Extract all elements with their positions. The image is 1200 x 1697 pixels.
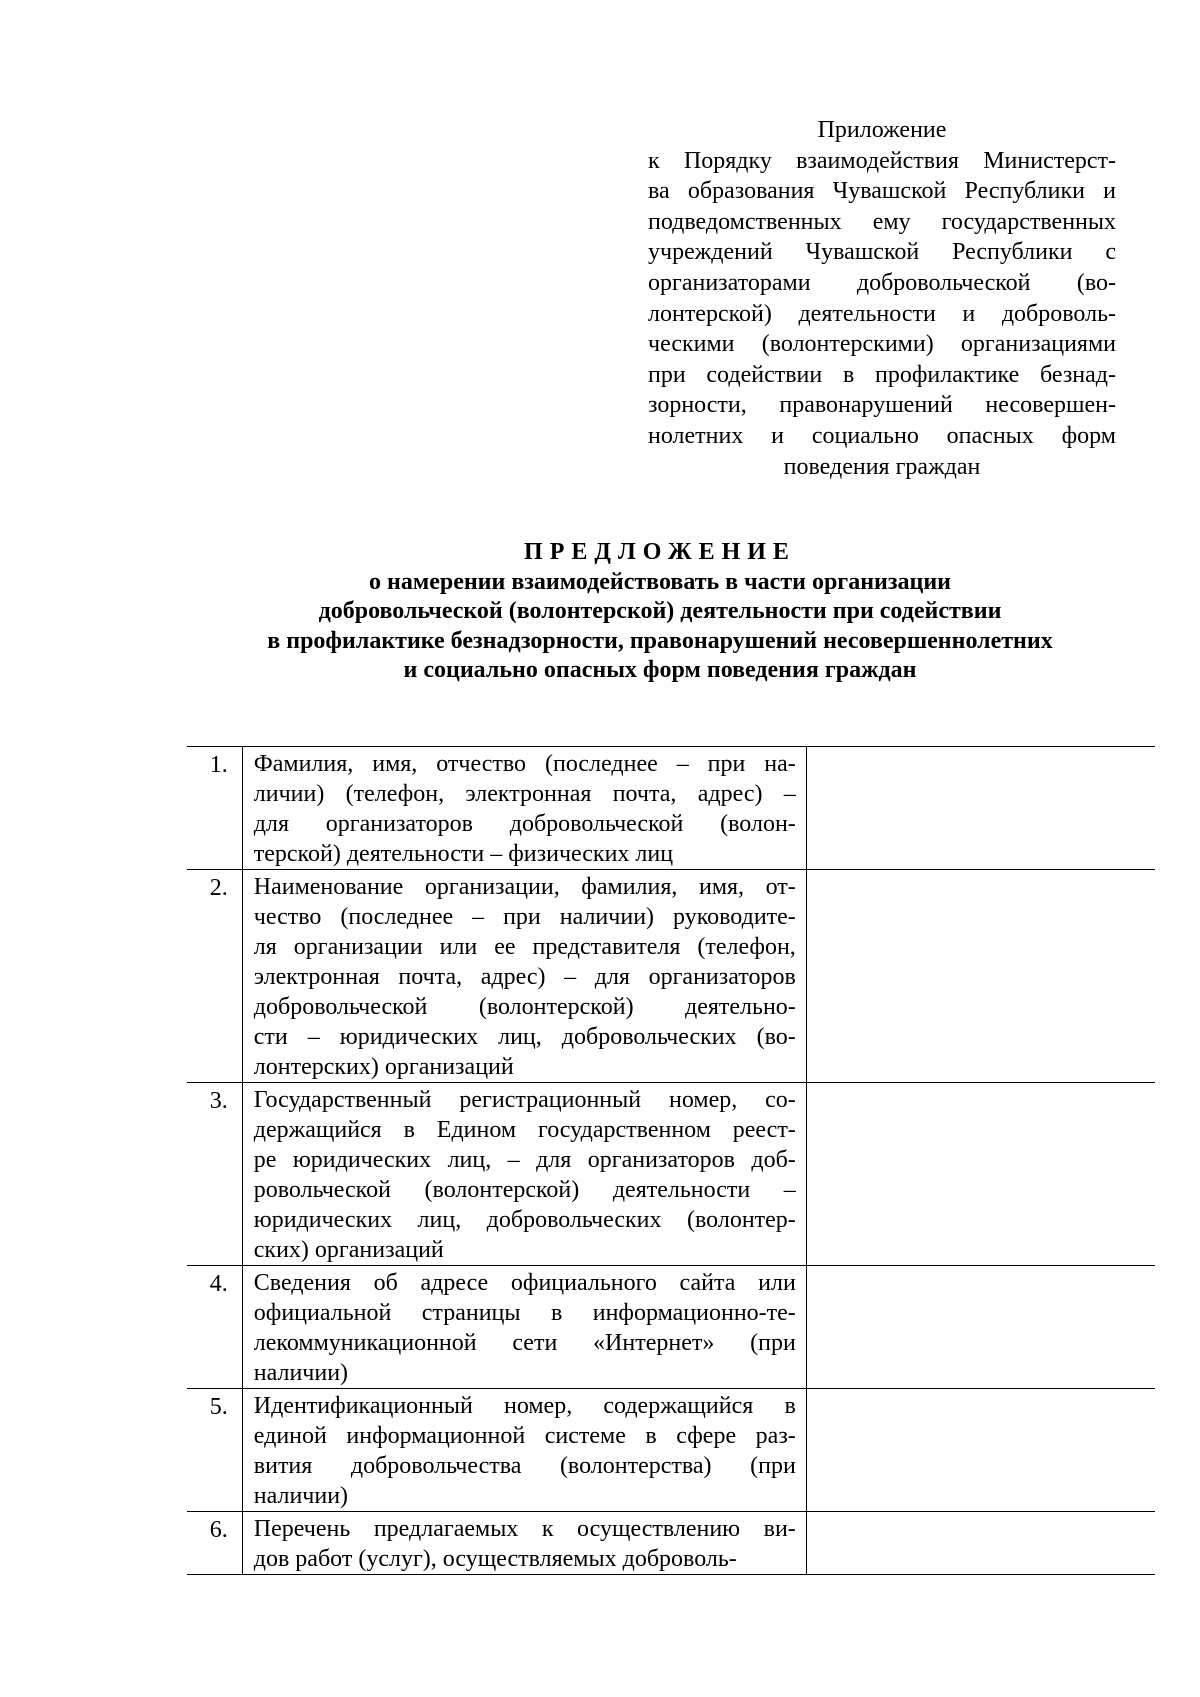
row-description-line: Сведения об адресе официального сайта или (253, 1270, 796, 1296)
row-number-cell (187, 1389, 242, 1512)
row-description-cell (242, 1389, 806, 1512)
row-description-line: официальной страницы в информационно-те- (253, 1300, 796, 1326)
row-description-line: личии) (телефон, электронная почта, адрес) – (253, 781, 796, 807)
document-subtitle-line: в профилактике безнадзорности, правонарушений несовершеннолетних (267, 627, 1053, 654)
row-description-line: Перечень предлагаемых к осуществлению ви- (253, 1516, 796, 1542)
row-description-line: электронная почта, адрес) – для организаторов (253, 964, 796, 990)
document-subtitle-line: и социально опасных форм поведения граждан (403, 657, 917, 683)
row-number: 6. (209, 1517, 228, 1543)
annex-line: при содействии в профилактике безнад- (648, 361, 1116, 388)
row-description-line: ровольческой (волонтерской) деятельности – (253, 1177, 796, 1203)
row-number: 3. (209, 1088, 228, 1114)
row-number: 2. (209, 875, 228, 901)
row-value-cell[interactable] (806, 1389, 1155, 1512)
annex-line: учреждений Чувашской Республики с (648, 239, 1116, 266)
table-row (187, 1266, 1155, 1389)
annex-line: подведомственных ему государственных (648, 208, 1116, 235)
form-table-body (187, 747, 1155, 1575)
row-description-line: чество (последнее – при наличии) руководите- (253, 904, 796, 930)
document-subtitle-line: о намерении взаимодействовать в части организации (369, 568, 951, 595)
annex-line: ва образования Чувашской Республики и (648, 178, 1116, 205)
table-row (187, 747, 1155, 870)
row-number: 1. (209, 752, 228, 778)
row-value-cell[interactable] (806, 1083, 1155, 1266)
row-description-line: лонтерских) организаций (253, 1054, 514, 1080)
row-value-cell[interactable] (806, 1512, 1155, 1575)
row-description-line: юридических лиц, добровольческих (волонтер- (253, 1207, 796, 1233)
annex-line: зорности, правонарушений несовершен- (648, 392, 1116, 419)
row-description-line: Наименование организации, фамилия, имя, от- (253, 874, 796, 900)
row-description-line: Государственный регистрационный номер, со- (253, 1087, 796, 1113)
table-row (187, 1512, 1155, 1575)
row-description-line: держащийся в Едином государственном реест- (253, 1117, 796, 1143)
row-number-cell (187, 1512, 242, 1575)
row-number: 4. (209, 1271, 228, 1297)
proposal-form-table (187, 746, 1155, 1575)
row-description-line: наличии) (253, 1483, 349, 1509)
row-number-cell (187, 870, 242, 1083)
row-number: 5. (209, 1394, 228, 1420)
row-description-cell (242, 1266, 806, 1389)
row-description-line: Фамилия, имя, отчество (последнее – при на- (253, 751, 796, 777)
document-heading (160, 538, 1160, 686)
row-description-cell (242, 747, 806, 870)
annex-title: Приложение (817, 117, 947, 143)
row-value-cell[interactable] (806, 1266, 1155, 1389)
row-description-line: вития добровольчества (волонтерства) (при (253, 1453, 796, 1479)
row-description-line: лекоммуникационной сети «Интернет» (при (253, 1330, 796, 1356)
row-description-cell (242, 1083, 806, 1266)
row-value-cell[interactable] (806, 870, 1155, 1083)
annex-line: организаторами добровольческой (во- (648, 269, 1116, 296)
row-number-cell (187, 1266, 242, 1389)
table-row (187, 1389, 1155, 1512)
row-description-line: Идентификационный номер, содержащийся в (253, 1393, 796, 1419)
row-description-line: сти – юридических лиц, добровольческих (во- (253, 1024, 796, 1050)
table-row (187, 870, 1155, 1083)
row-description-line: наличии) (253, 1360, 349, 1386)
annex-line: ческими (волонтерскими) организациями (648, 331, 1116, 358)
document-subtitle-line: добровольческой (волонтерской) деятельности при содействии (318, 598, 1002, 624)
annex-line: нолетних и социально опасных форм (648, 422, 1116, 449)
annex-block (648, 115, 1116, 482)
annex-line: лонтерской) деятельности и доброволь- (648, 300, 1116, 327)
row-description-line: ля организации или ее представителя (телефон, (253, 934, 796, 960)
row-description-line: ских) организаций (253, 1237, 444, 1263)
row-description-line: дов работ (услуг), осуществляемых доброволь- (253, 1546, 737, 1572)
row-number-cell (187, 1083, 242, 1266)
annex-line: к Порядку взаимодействия Министерст- (648, 147, 1116, 174)
row-description-cell (242, 1512, 806, 1575)
annex-line: поведения граждан (783, 453, 981, 480)
row-description-line: терской) деятельности – физических лиц (253, 841, 674, 867)
row-description-line: добровольческой (волонтерской) деятельно- (253, 994, 796, 1020)
row-value-cell[interactable] (806, 747, 1155, 870)
row-description-cell (242, 870, 806, 1083)
table-row (187, 1083, 1155, 1266)
row-number-cell (187, 747, 242, 870)
row-description-line: ре юридических лиц, – для организаторов доб- (253, 1147, 796, 1173)
row-description-line: единой информационной системе в сфере раз- (253, 1423, 796, 1449)
row-description-line: для организаторов добровольческой (волон- (253, 811, 796, 837)
document-title: ПРЕДЛОЖЕНИЕ (524, 539, 796, 565)
